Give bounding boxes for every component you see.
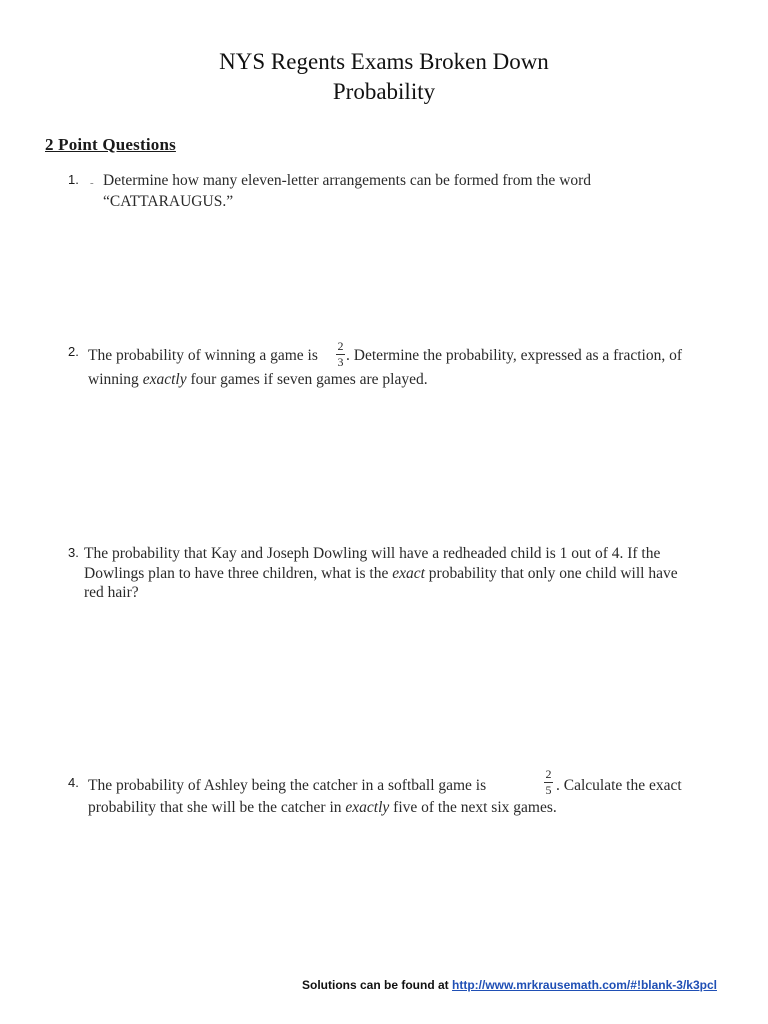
footer-text: Solutions can be found at (302, 978, 449, 992)
question-text: four games if seven games are played. (190, 371, 428, 388)
page-title: NYS Regents Exams Broken Down (219, 49, 549, 74)
fraction-denominator: 5 (545, 783, 552, 797)
question-marker: - (90, 177, 94, 189)
question-text-line: The probability that Kay and Joseph Dowling will have a redheaded child is 1 out of 4. If the (84, 545, 661, 562)
solutions-link[interactable]: http://www.mrkrausemath.com/#!blank-3/k3pcl (452, 978, 717, 992)
question-text: probability that she will be the catcher in (88, 799, 342, 816)
question-text: The probability of winning a game is (88, 347, 318, 364)
question-text: Dowlings plan to have three children, what is the (84, 565, 389, 582)
question-text-line: “CATTARAUGUS.” (103, 193, 234, 210)
section-heading: 2 Point Questions (45, 135, 176, 154)
question-text: probability that only one child will have (428, 565, 678, 582)
question-number: 2. (68, 344, 79, 359)
question-text-line (88, 370, 428, 390)
emphasis-text: exactly (142, 371, 187, 388)
question-text: winning (88, 371, 139, 388)
question-text-line (556, 776, 682, 796)
page-subtitle: Probability (332, 79, 436, 104)
emphasis-text: exactly (345, 799, 390, 816)
question-text: . Determine the probability, expressed as a fraction, of (346, 347, 682, 364)
footer (302, 978, 717, 992)
question-number: 1. (68, 172, 79, 187)
question-text-line: red hair? (84, 584, 139, 601)
question-text-line (346, 346, 682, 366)
question-text: The probability of Ashley being the catcher in a softball game is (88, 777, 487, 794)
question-text: . Calculate the exact (556, 777, 682, 794)
question-text-line (88, 776, 486, 796)
question-text-line (84, 564, 678, 584)
fraction (544, 768, 553, 797)
fraction (336, 340, 345, 369)
fraction-numerator: 2 (545, 767, 552, 781)
question-text-line: Determine how many eleven-letter arrangements can be formed from the word (103, 172, 592, 189)
question-number: 3. (68, 545, 79, 560)
fraction-numerator: 2 (337, 339, 344, 353)
question-text: five of the next six games. (393, 799, 557, 816)
fraction-denominator: 3 (337, 355, 344, 369)
question-number: 4. (68, 775, 79, 790)
question-text-line (88, 798, 557, 818)
question-text-line (88, 346, 318, 366)
emphasis-text: exact (392, 565, 425, 582)
